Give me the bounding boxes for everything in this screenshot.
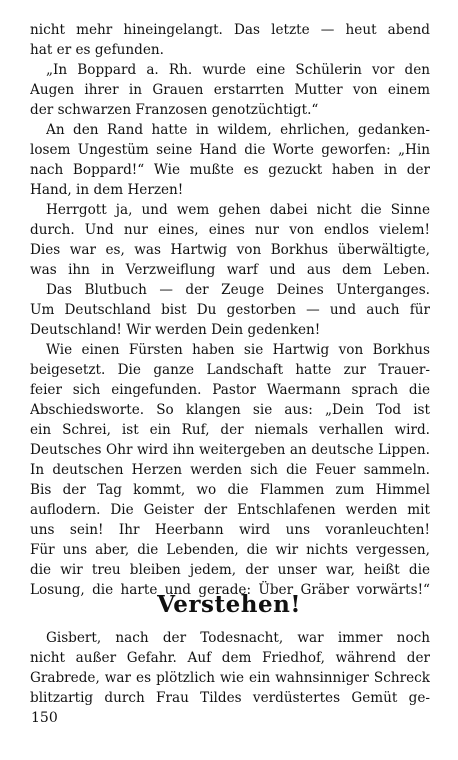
text-line: Gisbert, nach der Todesnacht, war immer noch (46, 630, 430, 646)
text-line: Deutsches Ohr wird ihn weitergeben an deutsche Lippen. (30, 442, 430, 458)
text-line: „In Boppard a. Rh. wurde eine Schülerin vor den (46, 62, 430, 78)
text-line: ein Schrei, ist ein Ruf, der niemals verhallen wird. (30, 422, 430, 438)
text-line: hat er es gefunden. (30, 42, 164, 58)
section-heading: Verstehen! (157, 591, 301, 618)
text-line: Deutschland! Wir werden Dein gedenken! (30, 322, 321, 338)
text-line: uns sein! Ihr Heerbann wird uns voranleuchten! (30, 522, 430, 538)
text-line: Losung, die harte und gerade: Über Gräber vorwärts!“ (30, 582, 430, 598)
text-line: Augen ihrer in Grauen erstarrten Mutter von einem (30, 82, 430, 98)
page-number: 150 (31, 710, 58, 726)
text-line: Bis der Tag kommt, wo die Flammen zum Himmel (30, 482, 430, 498)
text-line: losem Ungestüm seine Hand die Worte geworfen: „Hin (30, 142, 430, 158)
text-line: beigesetzt. Die ganze Landschaft hatte zur Trauer- (30, 362, 430, 378)
text-line: An den Rand hatte in wildem, ehrlichen, gedanken- (46, 122, 430, 138)
text-line: Abschiedsworte. So klangen sie aus: „Dein Tod ist (30, 402, 430, 418)
text-line: Wie einen Fürsten haben sie Hartwig von Borkhus (46, 342, 430, 358)
text-line: durch. Und nur eines, eines nur von endlos vielem! (30, 222, 430, 238)
text-line: nicht mehr hineingelangt. Das letzte — heut abend (30, 22, 430, 38)
text-line: die wir treu bleiben jedem, der unser war, heißt die (30, 562, 430, 578)
text-line: In deutschen Herzen werden sich die Feuer sammeln. (30, 462, 430, 478)
text-line: Das Blutbuch — der Zeuge Deines Unterganges. (46, 282, 430, 298)
text-line: nicht außer Gefahr. Auf dem Friedhof, während der (30, 650, 430, 666)
text-line: der schwarzen Franzosen genotzüchtigt.“ (30, 102, 319, 118)
text-line: was ihn in Verzweiflung warf und aus dem Leben. (30, 262, 430, 278)
text-line: auflodern. Die Geister der Entschlafenen werden mit (30, 502, 430, 518)
text-line: Für uns aber, die Lebenden, die wir nichts vergessen, (30, 542, 430, 558)
text-line: Hand, in dem Herzen! (30, 182, 184, 198)
text-line: Herrgott ja, und wem gehen dabei nicht die Sinne (46, 202, 430, 218)
text-line: Um Deutschland bist Du gestorben — und auch für (30, 302, 430, 318)
text-line: feier sich eingefunden. Pastor Waermann sprach die (30, 382, 430, 398)
text-line: Grabrede, war es plötzlich wie ein wahnsinniger Schreck (30, 670, 430, 686)
text-line: Dies war es, was Hartwig von Borkhus überwältigte, (30, 242, 430, 258)
text-line: blitzartig durch Frau Tildes verdüstertes Gemüt ge- (30, 690, 430, 706)
text-line: nach Boppard!“ Wie mußte es gezuckt haben in der (30, 162, 430, 178)
